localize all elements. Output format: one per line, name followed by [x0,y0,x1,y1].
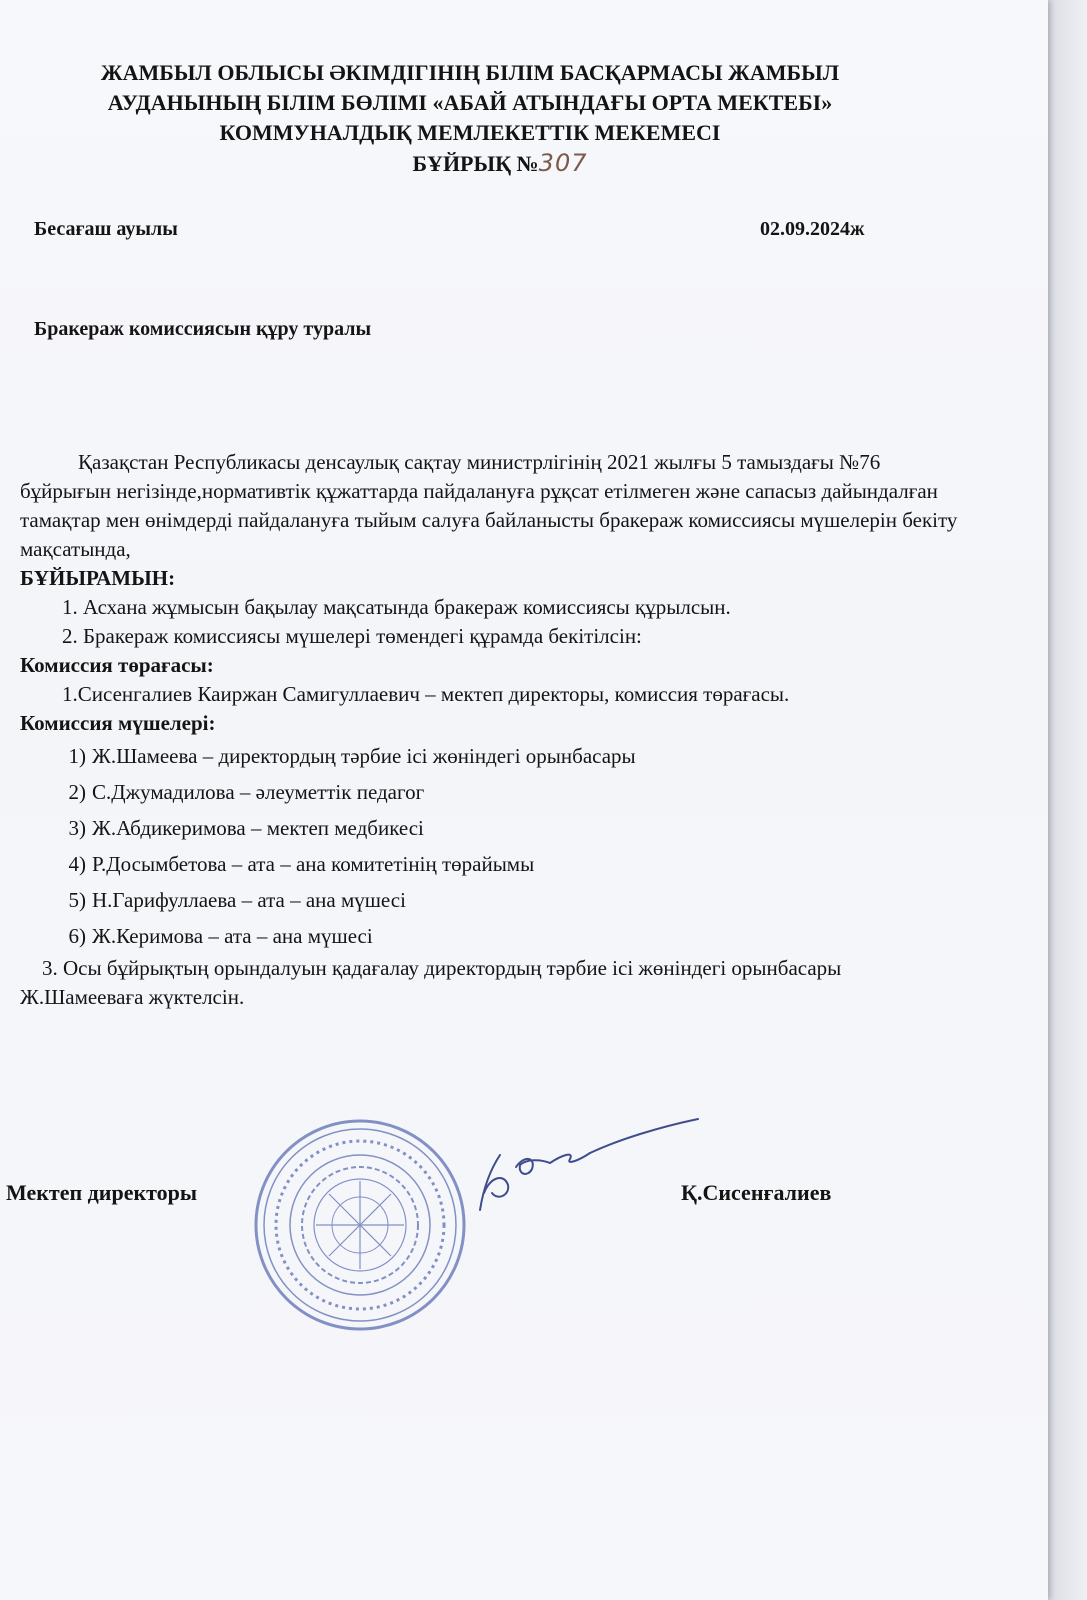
chair-heading: Комиссия төрағасы: [20,653,214,677]
order-label: БҰЙРЫҚ № [412,151,539,176]
order-item-2: 2. Бракераж комиссиясы мүшелері төмендегі құрамда бекітілсін: [62,624,642,648]
document-header [0,58,940,179]
order-item-3: 3. Осы бұйрықтың орындалуын қадағалау директордың тәрбие ісі жөніндегі орынбасары Ж.Шамееваға жүктелсін. [20,956,842,1009]
member-item: 4) Р.Досымбетова – ата – ана комитетінің төрайымы [68,852,535,876]
signatory-name: Қ.Сисенғалиев [681,1180,832,1205]
member-item: 6) Ж.Керимова – ата – ана мүшесі [68,924,373,948]
official-stamp [250,1115,470,1335]
members-heading: Комиссия мүшелері: [20,711,216,735]
document-place: Бесағаш ауылы [34,218,178,240]
member-item: 3) Ж.Абдикеримова – мектеп медбикесі [68,816,424,840]
order-number: 307 [538,149,588,177]
directive-heading: БҰЙЫРАМЫН: [20,566,176,590]
signature-block [6,1180,906,1220]
members-list [20,738,960,954]
member-item: 2) С.Джумадилова – әлеуметтік педагог [68,780,425,804]
member-item: 5) Н.Гарифуллаева – ата – ана мүшесі [68,888,406,912]
document-subject: Бракераж комиссиясын құру туралы [34,318,372,340]
header-line-2: АУДАНЫНЫҢ БІЛІМ БӨЛІМІ «АБАЙ АТЫНДАҒЫ ОРТА МЕКТЕБІ» [107,90,833,115]
member-item: 1) Ж.Шамеева – директордың тәрбие ісі жөніндегі орынбасары [68,744,636,768]
document-body [20,448,960,1012]
chair-entry: 1.Сисенгалиев Каиржан Самигуллаевич – мектеп директоры, комиссия төрағасы. [62,682,790,706]
header-line-1: ЖАМБЫЛ ОБЛЫСЫ ӘКІМДІГІНІҢ БІЛІМ БАСҚАРМАСЫ ЖАМБЫЛ [100,60,840,85]
signatory-title: Мектеп директоры [6,1180,198,1205]
order-item-1: 1. Асхана жұмысын бақылау мақсатында бракераж комиссиясы құрылсын. [62,595,731,619]
header-line-3: КОММУНАЛДЫҚ МЕМЛЕКЕТТІК МЕКЕМЕСІ [219,120,721,145]
document-date: 02.09.2024ж [760,218,865,240]
intro-paragraph: Қазақстан Республикасы денсаулық сақтау министрлігінің 2021 жылғы 5 тамыздағы №76 бұйрығын негізінде,нормативтік құжаттарда пайдалануға рұқсат етілмеген және сапасыз дайындалған тамақтар мен өнімдерді пайдалануға тыйым салуға байланысты бракераж комиссиясы мүшелерін бекіту мақсатында, [20,450,958,561]
order-title [0,148,940,179]
